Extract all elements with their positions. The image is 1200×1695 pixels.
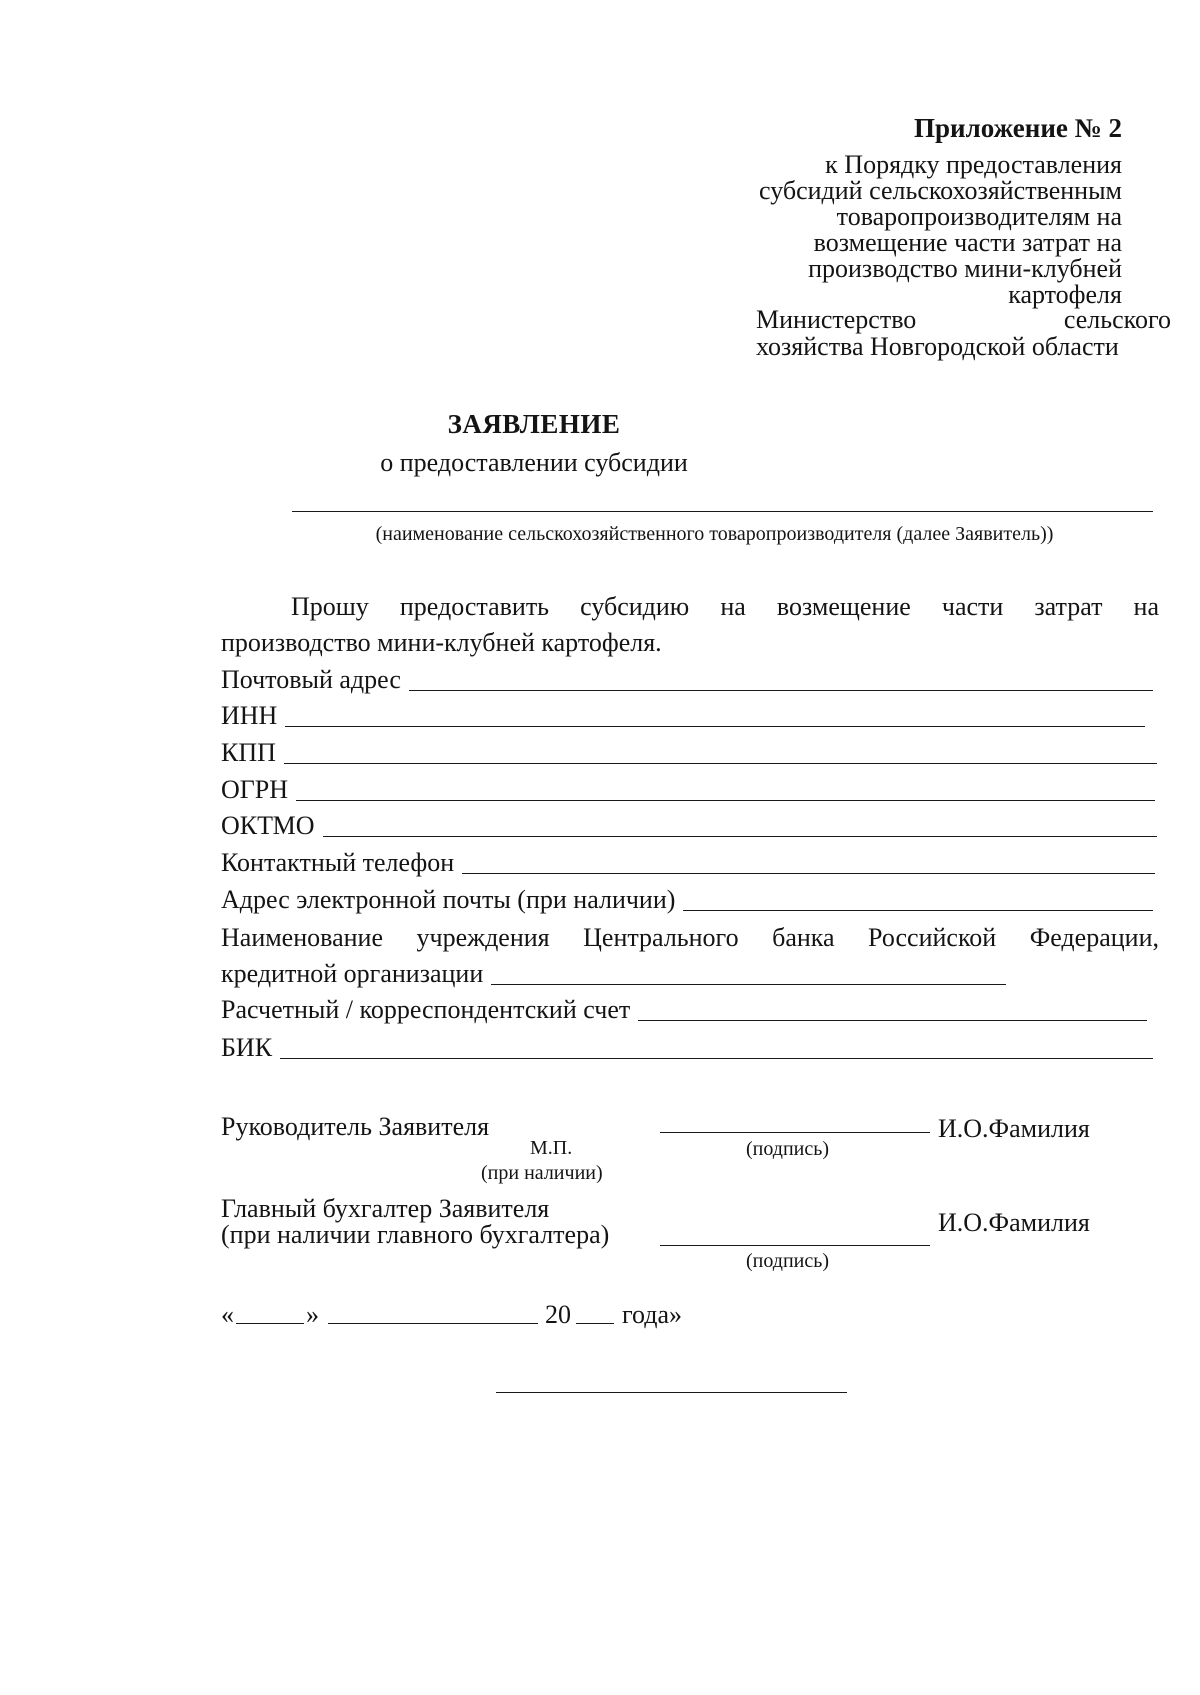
bank-input-line[interactable] — [491, 984, 1006, 985]
signature-caption: (подпись) — [746, 1138, 830, 1160]
closing-divider — [496, 1392, 847, 1393]
appendix-title: Приложение № 2 — [914, 113, 1122, 143]
head-name: И.О.Фамилия — [938, 1114, 1090, 1143]
date-close-quote: » — [306, 1300, 319, 1329]
head-signature-line[interactable] — [660, 1132, 930, 1133]
ogrn-label: ОГРН — [221, 775, 289, 804]
appendix-subtitle-line: производство мини-клубней — [808, 254, 1122, 283]
request-line-2: производство мини-клубней картофеля. — [221, 628, 662, 657]
request-line-1: Прошу предоставить субсидию на возмещение части затрат на — [291, 592, 1159, 621]
email-input-line[interactable] — [683, 910, 1153, 911]
accountant-signature-line[interactable] — [660, 1245, 930, 1246]
bank-credit-org-field[interactable] — [221, 956, 1006, 992]
accountant-label-line-2: (при наличии главного бухгалтера) — [221, 1220, 610, 1249]
kpp-input-line[interactable] — [284, 763, 1157, 764]
postal-address-input-line[interactable] — [409, 690, 1153, 691]
addressee-word: Министерство — [756, 305, 917, 334]
postal-address-label: Почтовый адрес — [221, 665, 401, 694]
addressee — [756, 306, 1171, 360]
ogrn-field[interactable] — [221, 772, 1155, 808]
accountant-label — [221, 1196, 609, 1248]
document-subtitle: о предоставлении субсидии — [380, 448, 688, 477]
date-month-line[interactable] — [328, 1323, 538, 1324]
bank-field — [221, 920, 1159, 956]
appendix-subtitle-line: субсидий сельскохозяйственным — [759, 176, 1122, 205]
appendix-subtitle-line: к Порядку предоставления — [825, 150, 1122, 179]
account-field[interactable] — [221, 992, 1147, 1028]
phone-label: Контактный телефон — [221, 848, 455, 877]
applicant-name-line[interactable] — [292, 511, 1153, 512]
email-field[interactable] — [221, 882, 1153, 918]
inn-input-line[interactable] — [285, 726, 1145, 727]
appendix-subtitle-line: картофеля — [1008, 280, 1122, 309]
stamp-note: (при наличии) — [481, 1162, 603, 1184]
request-paragraph — [221, 589, 1159, 661]
addressee-line-2: хозяйства Новгородской области — [756, 332, 1119, 361]
email-label: Адрес электронной почты (при наличии) — [221, 885, 676, 914]
inn-label: ИНН — [221, 701, 278, 730]
account-input-line[interactable] — [638, 1020, 1147, 1021]
oktmo-field[interactable] — [221, 808, 1157, 844]
appendix-subtitle-line: возмещение части затрат на — [813, 228, 1122, 257]
addressee-word: сельского — [1063, 305, 1171, 334]
date-day-line[interactable] — [236, 1323, 304, 1324]
oktmo-label: ОКТМО — [221, 811, 315, 840]
ogrn-input-line[interactable] — [296, 800, 1155, 801]
bik-label: БИК — [221, 1033, 273, 1062]
kpp-label: КПП — [221, 738, 276, 767]
appendix-subtitle-line: товаропроизводителям на — [836, 202, 1122, 231]
head-label: Руководитель Заявителя — [221, 1112, 490, 1141]
date-suffix: года» — [622, 1300, 683, 1329]
phone-input-line[interactable] — [462, 873, 1155, 874]
phone-field[interactable] — [221, 845, 1155, 881]
postal-address-field[interactable] — [221, 662, 1153, 698]
date-year-prefix: 20 — [545, 1300, 571, 1329]
appendix-subtitle — [662, 152, 1122, 308]
account-label: Расчетный / корреспондентский счет — [221, 995, 631, 1024]
inn-field[interactable] — [221, 698, 1145, 734]
bik-input-line[interactable] — [280, 1058, 1153, 1059]
date-year-line[interactable] — [576, 1323, 614, 1324]
oktmo-input-line[interactable] — [323, 836, 1157, 837]
addressee-line-1 — [756, 306, 1171, 333]
applicant-name-caption: (наименование сельскохозяйственного товаропроизводителя (далее Заявитель)) — [375, 523, 1054, 545]
date-open-quote: « — [221, 1300, 234, 1329]
stamp-label: М.П. — [530, 1137, 573, 1159]
accountant-label-line-1: Главный бухгалтер Заявителя — [221, 1194, 550, 1223]
accountant-name: И.О.Фамилия — [938, 1208, 1090, 1237]
bank-label-line-2: кредитной организации — [221, 959, 484, 988]
kpp-field[interactable] — [221, 735, 1157, 771]
document-title: ЗАЯВЛЕНИЕ — [447, 409, 621, 439]
bank-label-line-1: Наименование учреждения Центрального банка Российской Федерации, — [221, 923, 1159, 952]
bik-field[interactable] — [221, 1030, 1153, 1066]
signature-caption: (подпись) — [746, 1250, 830, 1272]
